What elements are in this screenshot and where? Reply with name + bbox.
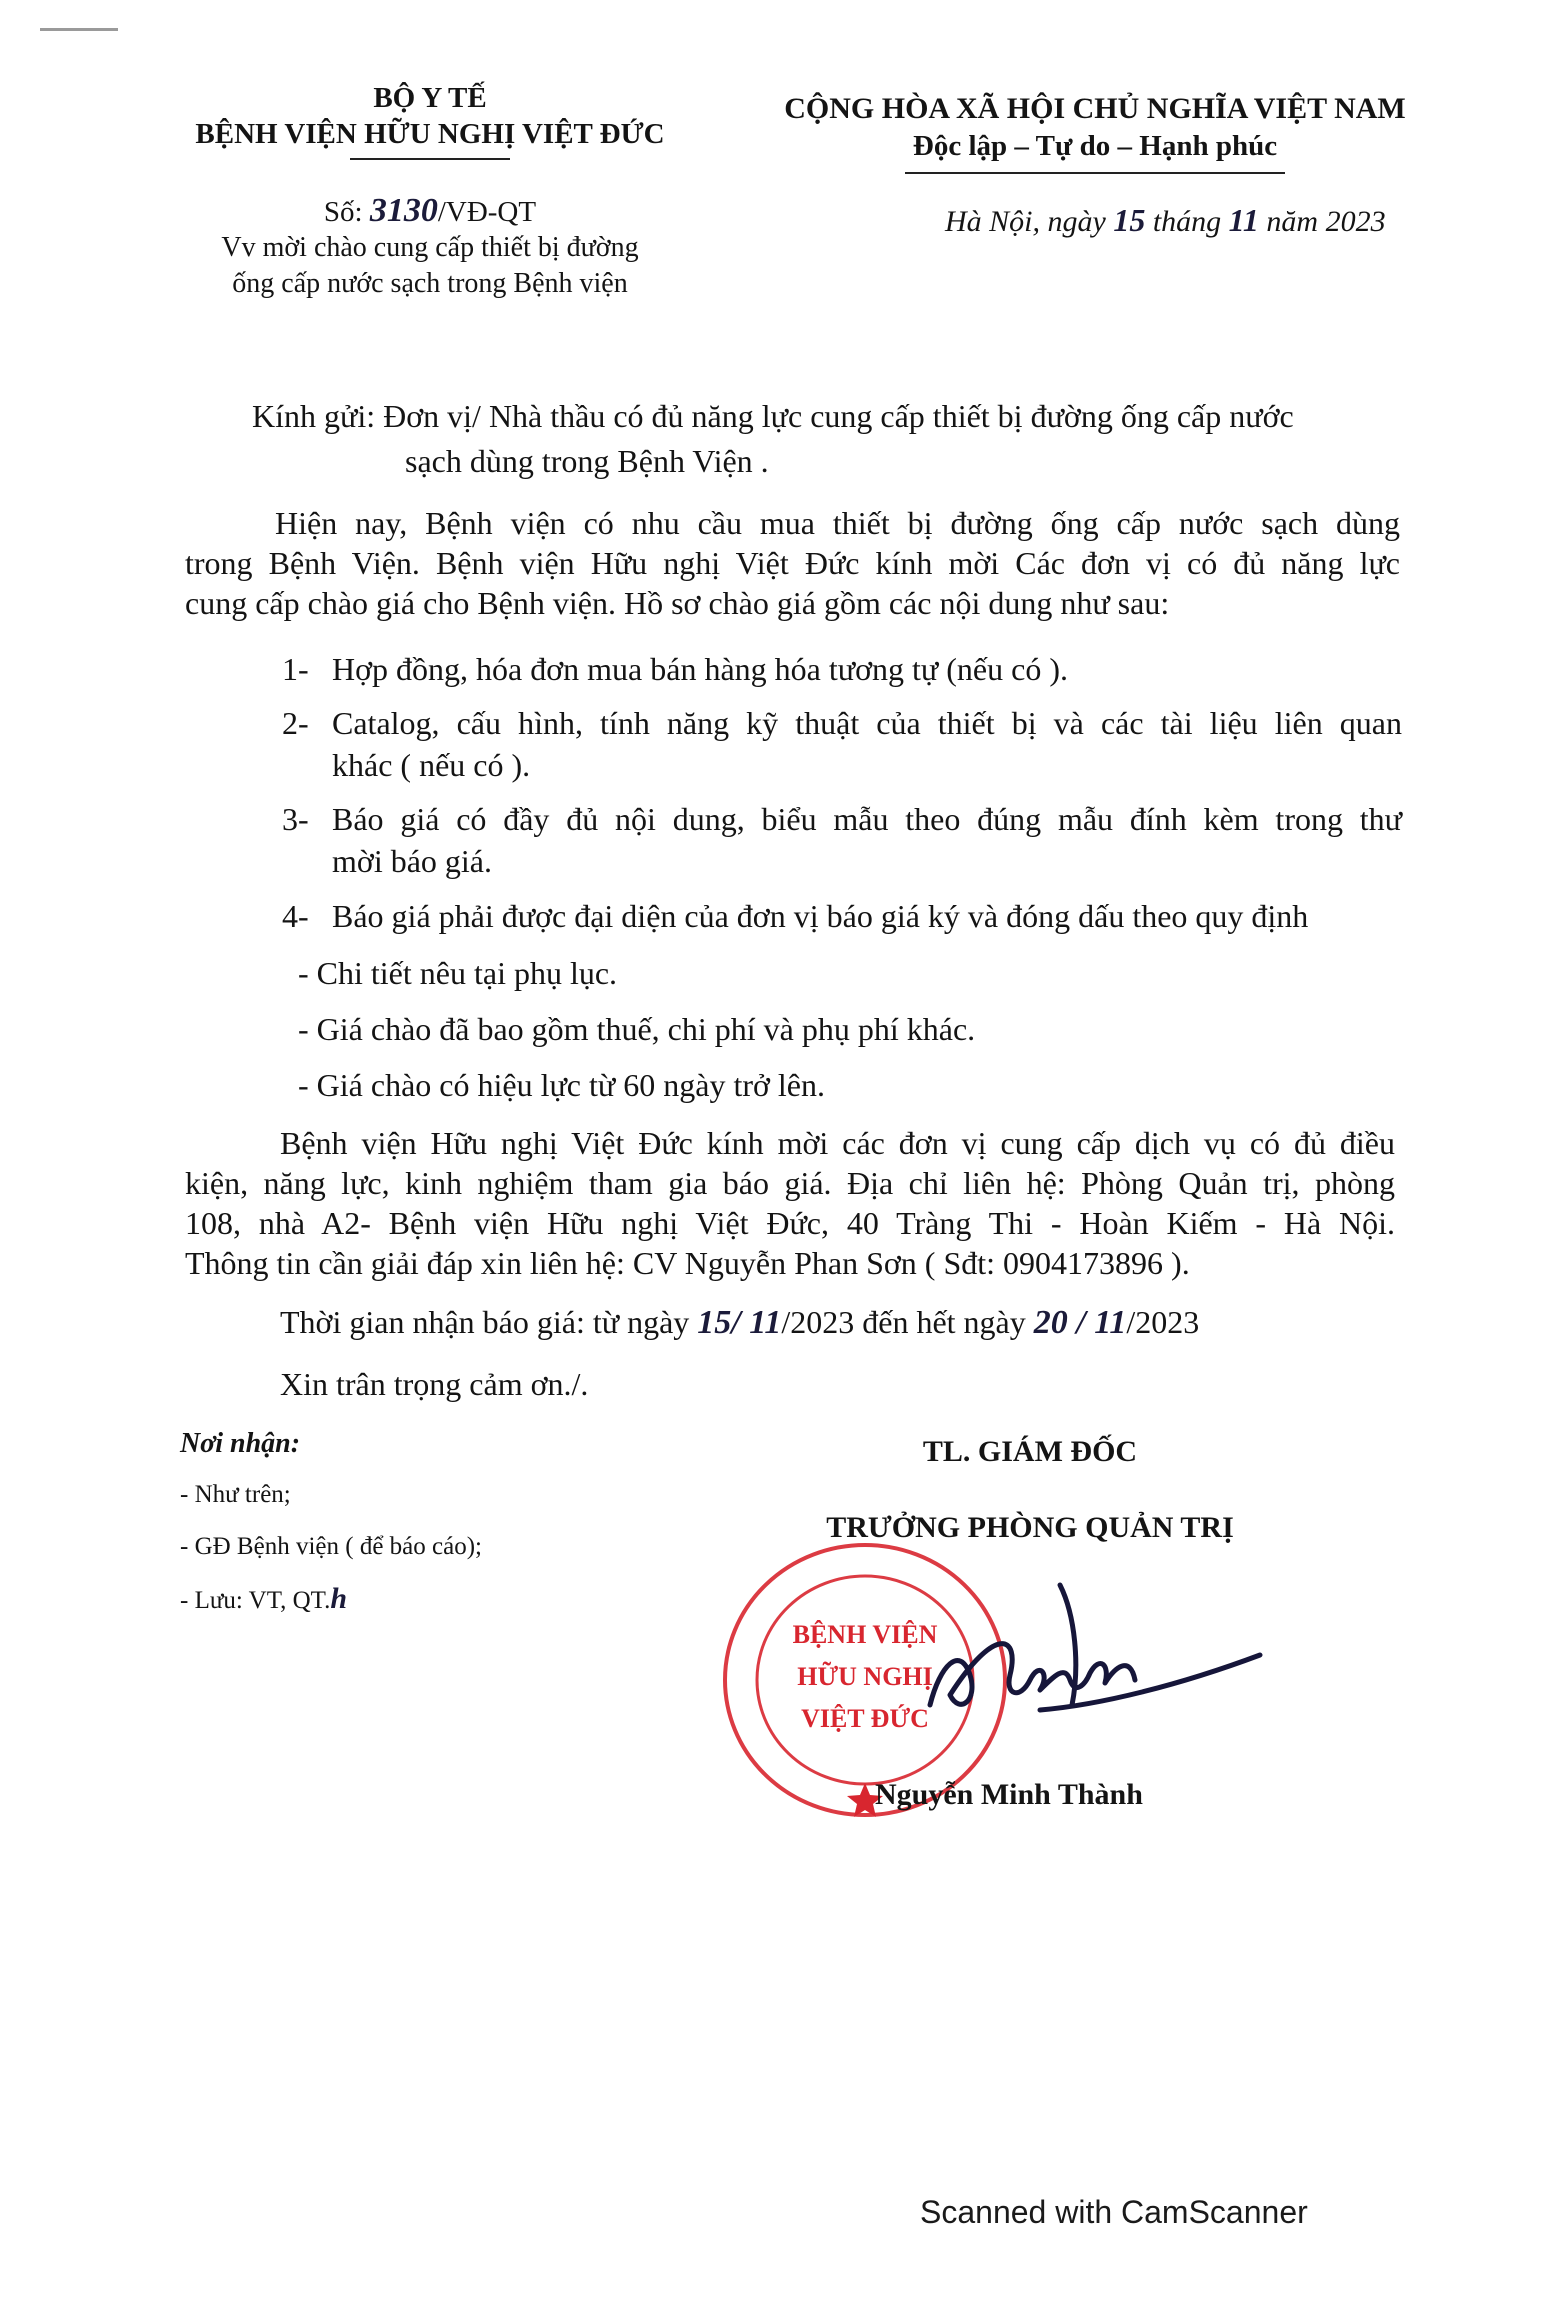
closing-thanks: Xin trân trọng cảm ơn./.: [280, 1366, 589, 1402]
header-left-underline: [350, 158, 510, 160]
timeline-from-handwritten: 15/ 11: [697, 1304, 782, 1341]
republic-title: CỘNG HÒA XÃ HỘI CHỦ NGHĨA VIỆT NAM: [784, 92, 1406, 125]
note-2: - Giá chào đã bao gồm thuế, chi phí và phụ phí khác.: [298, 1011, 976, 1047]
signer-name: Nguyễn Minh Thành: [875, 1778, 1143, 1811]
document-number-prefix: Số:: [323, 196, 363, 228]
stamp-line-1: BỆNH VIỆN: [792, 1620, 938, 1649]
date-prefix: Hà Nội, ngày: [945, 205, 1106, 238]
recipient-item-2: - GĐ Bệnh viện ( để báo cáo);: [180, 1533, 482, 1560]
timeline-to-handwritten: 20 / 11: [1033, 1304, 1127, 1341]
intro-line-3: cung cấp chào giá cho Bệnh viện. Hồ sơ chào giá gồm các nội dung như sau:: [185, 585, 1170, 621]
date-month-handwritten: 11: [1228, 202, 1259, 238]
item-3-number: 3-: [282, 801, 309, 837]
item-4-number: 4-: [282, 898, 309, 934]
item-1-number: 1-: [282, 651, 309, 687]
recipient-item-3: [180, 1582, 347, 1618]
timeline-from-year: /2023 đến hết ngày: [781, 1304, 1026, 1340]
scan-artifact-line: [40, 28, 118, 31]
item-2-number: 2-: [282, 705, 309, 741]
subject-line-2: ống cấp nước sạch trong Bệnh viện: [232, 268, 628, 299]
signature-on-behalf: TL. GIÁM ĐỐC: [922, 1435, 1138, 1468]
header-right-underline: [905, 172, 1285, 174]
stamp-line-2: HỮU NGHỊ: [797, 1662, 933, 1691]
scanner-watermark: Scanned with CamScanner: [920, 2194, 1308, 2230]
national-motto: Độc lập – Tự do – Hạnh phúc: [912, 130, 1278, 162]
invite-line-2: kiện, năng lực, kinh nghiệm tham gia báo giá. Địa chỉ liên hệ: Phòng Quản trị, phòng: [185, 1165, 1395, 1201]
signature-title: TRƯỞNG PHÒNG QUẢN TRỊ: [826, 1511, 1234, 1544]
ministry-name: BỘ Y TẾ: [373, 82, 487, 114]
timeline-prefix: Thời gian nhận báo giá: từ ngày: [280, 1304, 690, 1340]
item-3-text-line-2: mời báo giá.: [332, 843, 492, 879]
recipient-line-2: sạch dùng trong Bệnh Viện .: [405, 443, 769, 479]
recipients-heading: Nơi nhận:: [180, 1428, 301, 1459]
date-day-handwritten: 15: [1113, 202, 1146, 238]
invite-line-1: Bệnh viện Hữu nghị Việt Đức kính mời các đơn vị cung cấp dịch vụ có đủ điều: [280, 1125, 1395, 1161]
recipient-item-3-initial: h: [330, 1582, 348, 1615]
document-number: [150, 192, 710, 231]
intro-line-1: Hiện nay, Bệnh viện có nhu cầu mua thiết bị đường ống cấp nước sạch dùng: [275, 505, 1400, 541]
intro-line-2: trong Bệnh Viện. Bệnh viện Hữu nghị Việt Đức kính mời Các đơn vị có đủ năng lực: [185, 545, 1400, 581]
subject-line-1: Vv mời chào cung cấp thiết bị đường: [221, 232, 639, 263]
quote-timeline: [280, 1300, 1400, 1345]
stamp-line-3: VIỆT ĐỨC: [801, 1704, 929, 1733]
hospital-name: BỆNH VIỆN HỮU NGHỊ VIỆT ĐỨC: [195, 118, 665, 150]
document-number-handwritten: 3130: [369, 192, 438, 229]
recipient-item-3-text: - Lưu: VT, QT.: [180, 1587, 331, 1614]
recipient-line-1: Kính gửi: Đơn vị/ Nhà thầu có đủ năng lực cung cấp thiết bị đường ống cấp nước: [252, 398, 1294, 434]
invite-line-4: Thông tin cần giải đáp xin liên hệ: CV Nguyễn Phan Sơn ( Sđt: 0904173896 ).: [185, 1245, 1190, 1281]
item-1-text: Hợp đồng, hóa đơn mua bán hàng hóa tương tự (nếu có ).: [332, 651, 1068, 687]
item-4-text: Báo giá phải được đại diện của đơn vị báo giá ký và đóng dấu theo quy định: [332, 898, 1309, 934]
timeline-to-year: /2023: [1126, 1304, 1200, 1340]
note-3: - Giá chào có hiệu lực từ 60 ngày trở lên.: [298, 1067, 825, 1103]
date-year: năm 2023: [1266, 205, 1386, 238]
note-1: - Chi tiết nêu tại phụ lục.: [298, 955, 618, 991]
invite-line-3: 108, nhà A2- Bệnh viện Hữu nghị Việt Đức, 40 Tràng Thi - Hoàn Kiếm - Hà Nội.: [185, 1205, 1395, 1241]
document-number-suffix: /VĐ-QT: [437, 196, 537, 228]
item-2-text-line-1: Catalog, cấu hình, tính năng kỹ thuật của thiết bị và các tài liệu liên quan: [332, 705, 1402, 741]
handwritten-signature: [900, 1555, 1280, 1745]
item-2-text-line-2: khác ( nếu có ).: [332, 747, 531, 783]
item-3-text-line-1: Báo giá có đầy đủ nội dung, biểu mẫu theo đúng mẫu đính kèm trong thư: [332, 801, 1402, 837]
document-date: [945, 200, 1465, 242]
date-month-label: tháng: [1152, 205, 1222, 238]
recipient-item-1: - Như trên;: [180, 1481, 291, 1508]
